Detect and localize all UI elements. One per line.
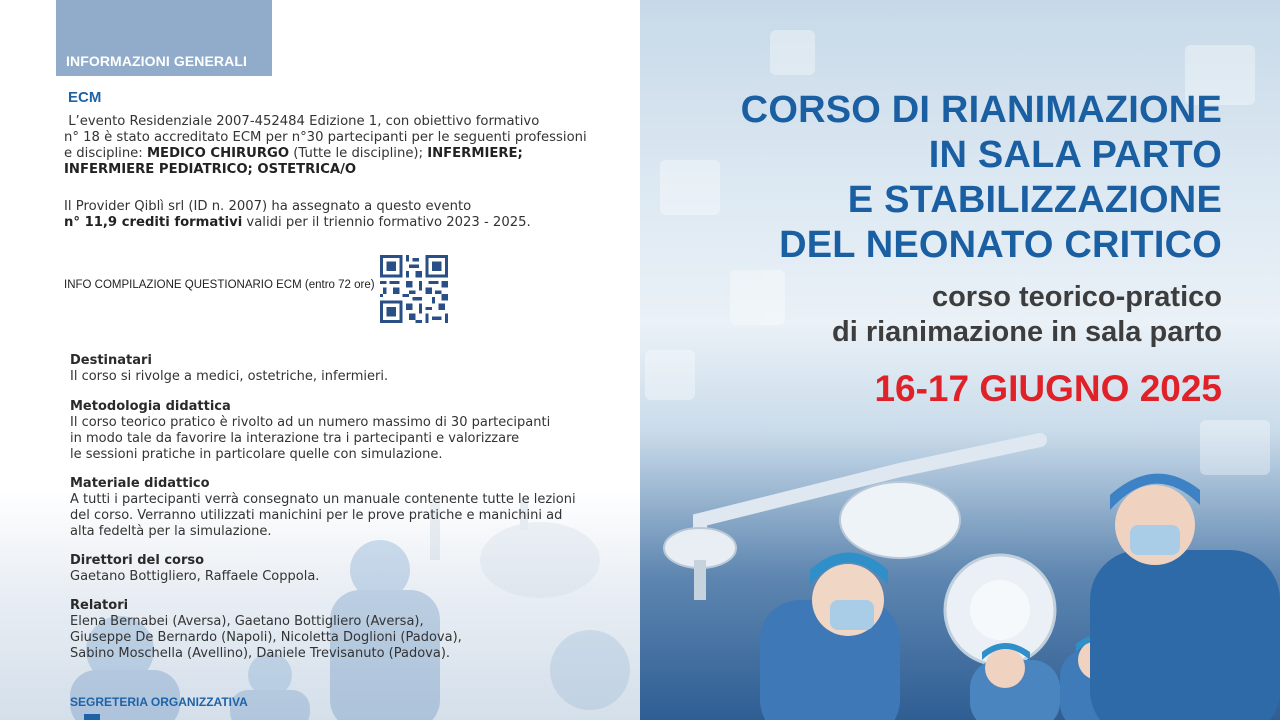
questionario-row — [64, 255, 464, 325]
metodologia-section — [70, 399, 630, 463]
provider-line-2: n° 11,9 crediti formativi validi per il triennio formativo 2023 - 2025. — [64, 215, 531, 230]
title-line-2: IN SALA PARTO — [928, 134, 1222, 176]
title-line-1: CORSO DI RIANIMAZIONE — [740, 89, 1222, 131]
direttori-section — [70, 553, 630, 585]
relatori-line-3: Sabino Moschella (Avellino), Daniele Trevisanuto (Padova). — [70, 646, 451, 661]
metodologia-title: Metodologia didattica — [70, 399, 231, 414]
provider-paragraph — [64, 199, 624, 231]
materiale-title: Materiale didattico — [70, 476, 210, 491]
ecm-line-4: INFERMIERE PEDIATRICO; OSTETRICA/O — [64, 162, 357, 177]
ecm-line-3: e discipline: MEDICO CHIRURGO (Tutte le discipline); INFERMIERE; — [64, 146, 523, 161]
relatori-section — [70, 598, 630, 662]
subtitle-line-2: di rianimazione in sala parto — [832, 316, 1222, 348]
segreteria-organizzativa-heading: SEGRETERIA ORGANIZZATIVA — [70, 695, 248, 709]
ecm-line-1: L’evento Residenziale 2007-452484 Edizione 1, con obiettivo formativo — [68, 114, 540, 129]
provider-line-1: Il Provider Qiblì srl (ID n. 2007) ha assegnato a questo evento — [64, 199, 472, 214]
qr-code-icon[interactable] — [380, 255, 448, 323]
title-line-3: E STABILIZZAZIONE — [847, 179, 1222, 221]
subtitle-line-1: corso teorico-pratico — [931, 281, 1222, 313]
course-subtitle — [662, 280, 1222, 350]
materiale-line-1: A tutti i partecipanti verrà consegnato un manuale contenente tutte le lezioni — [70, 492, 576, 507]
informazioni-generali-tab — [56, 0, 272, 76]
direttori-title: Direttori del corso — [70, 553, 205, 568]
destinatari-body: Il corso si rivolge a medici, ostetriche, infermieri. — [70, 369, 389, 384]
destinatari-section — [70, 353, 630, 385]
ecm-accreditation-paragraph — [64, 114, 624, 178]
ecm-heading: ECM — [68, 89, 102, 106]
materiale-line-2: del corso. Verranno utilizzati manichini per le prove pratiche e manichini ad — [70, 508, 563, 523]
materiale-line-3: alta fedeltà per la simulazione. — [70, 524, 272, 539]
title-line-4: DEL NEONATO CRITICO — [779, 224, 1222, 266]
informazioni-generali-label: INFORMAZIONI GENERALI — [66, 53, 247, 69]
relatori-line-1: Elena Bernabei (Aversa), Gaetano Bottigliero (Aversa), — [70, 614, 424, 629]
relatori-line-2: Giuseppe De Bernardo (Napoli), Nicoletta Doglioni (Padova), — [70, 630, 462, 645]
metodologia-line-2: in modo tale da favorire la interazione tra i partecipanti e valorizzare — [70, 431, 520, 446]
materiale-section — [70, 476, 630, 540]
direttori-body: Gaetano Bottigliero, Raffaele Coppola. — [70, 569, 320, 584]
course-date: 16-17 GIUGNO 2025 — [874, 368, 1222, 409]
ecm-line-2: n° 18 è stato accreditato ECM per n°30 partecipanti per le seguenti professioni — [64, 130, 587, 145]
right-panel — [640, 0, 1280, 720]
course-title — [662, 88, 1222, 268]
destinatari-title: Destinatari — [70, 353, 152, 368]
metodologia-line-3: le sessioni pratiche in particolare quelle con simulazione. — [70, 447, 443, 462]
footer-logo-fragment — [84, 714, 100, 720]
metodologia-line-1: Il corso teorico pratico è rivolto ad un numero massimo di 30 partecipanti — [70, 415, 551, 430]
questionario-label: INFO COMPILAZIONE QUESTIONARIO ECM (entro 72 ore) — [64, 279, 375, 291]
relatori-title: Relatori — [70, 598, 129, 613]
